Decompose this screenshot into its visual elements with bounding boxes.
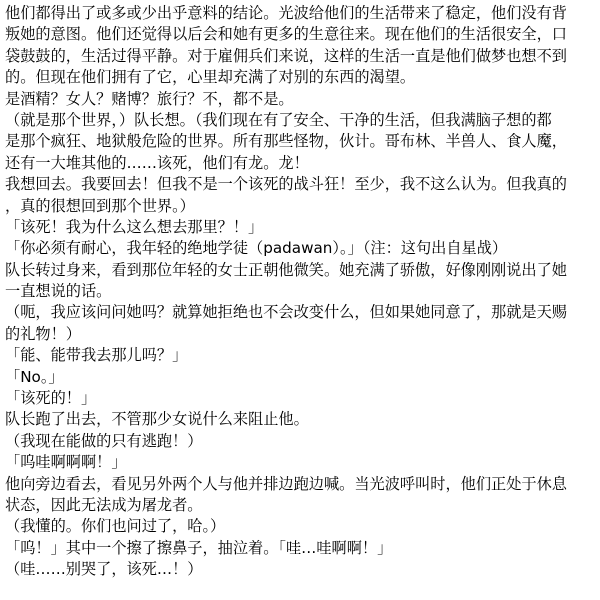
text-line: 叛她的意图。他们还觉得以后会和她有更多的生意往来。现在他们的生活很安全，口 (5, 25, 567, 44)
text-line: 我想回去。我要回去！但我不是一个该死的战斗狂！至少，我不这么认为。但我真的 (5, 175, 567, 194)
text-line: 状态，因此无法成为屠龙者。 (5, 495, 203, 514)
text-line: 他向旁边看去，看见另外两个人与他并排边跑边喊。当光波呼叫时，他们正处于休息 (5, 474, 567, 493)
text-line: 的。但现在他们拥有了它，心里却充满了对别的东西的渴望。 (5, 68, 416, 87)
text-line: 「呜！」其中一个擦了擦鼻子，抽泣着。「哇…哇啊啊！」 (5, 538, 393, 557)
text-line: （我现在能做的只有逃跑！） (5, 431, 203, 450)
text-line: 队长转过身来，看到那位年轻的女士正朝他微笑。她充满了骄傲，好像刚刚说出了她 (5, 260, 567, 279)
text-line: 「No。」 (5, 367, 64, 386)
text-line: 「能、能带我去那儿吗？」 (5, 346, 188, 365)
text-line: （呃，我应该问问她吗？就算她拒绝也不会改变什么，但如果她同意了，那就是天赐 (5, 303, 567, 322)
text-line: 袋鼓鼓的，生活过得平静。对于雇佣兵们来说，这样的生活一直是他们做梦也想不到 (5, 46, 567, 65)
text-line: 是那个疯狂、地狱般危险的世界。所有那些怪物，伙计。哥布林、半兽人、食人魔， (5, 132, 567, 151)
text-line: 一直想说的话。 (5, 282, 112, 301)
text-line: 「呜哇啊啊啊！」 (5, 453, 127, 472)
text-line: ，真的很想回到那个世界。） (5, 196, 195, 215)
text-line: 是酒精？女人？赌博？旅行？不，都不是。 (5, 89, 294, 108)
text-line: 队长跑了出去，不管那少女说什么来阻止他。 (5, 410, 309, 429)
text-line: 「你必须有耐心，我年轻的绝地学徒（padawan）。」（注：这句出自星战） (5, 239, 508, 258)
text-line: 「该死！我为什么这么想去那里？！」 (5, 217, 264, 236)
text-line: （哇……别哭了，该死…！） (5, 560, 203, 579)
text-line: （我懂的。你们也问过了，哈。） (5, 517, 226, 536)
text-line: 「该死的！」 (5, 389, 97, 408)
text-line: 他们都得出了或多或少出乎意料的结论。光波给他们的生活带来了稳定，他们没有背 (5, 4, 567, 22)
text-line: 的礼物！） (5, 324, 81, 343)
text-line: （就是那个世界，）队长想。（我们现在有了安全、干净的生活，但我满脑子想的都 (5, 110, 552, 129)
text-line: 还有一大堆其他的……该死，他们有龙。龙！ (5, 153, 309, 172)
